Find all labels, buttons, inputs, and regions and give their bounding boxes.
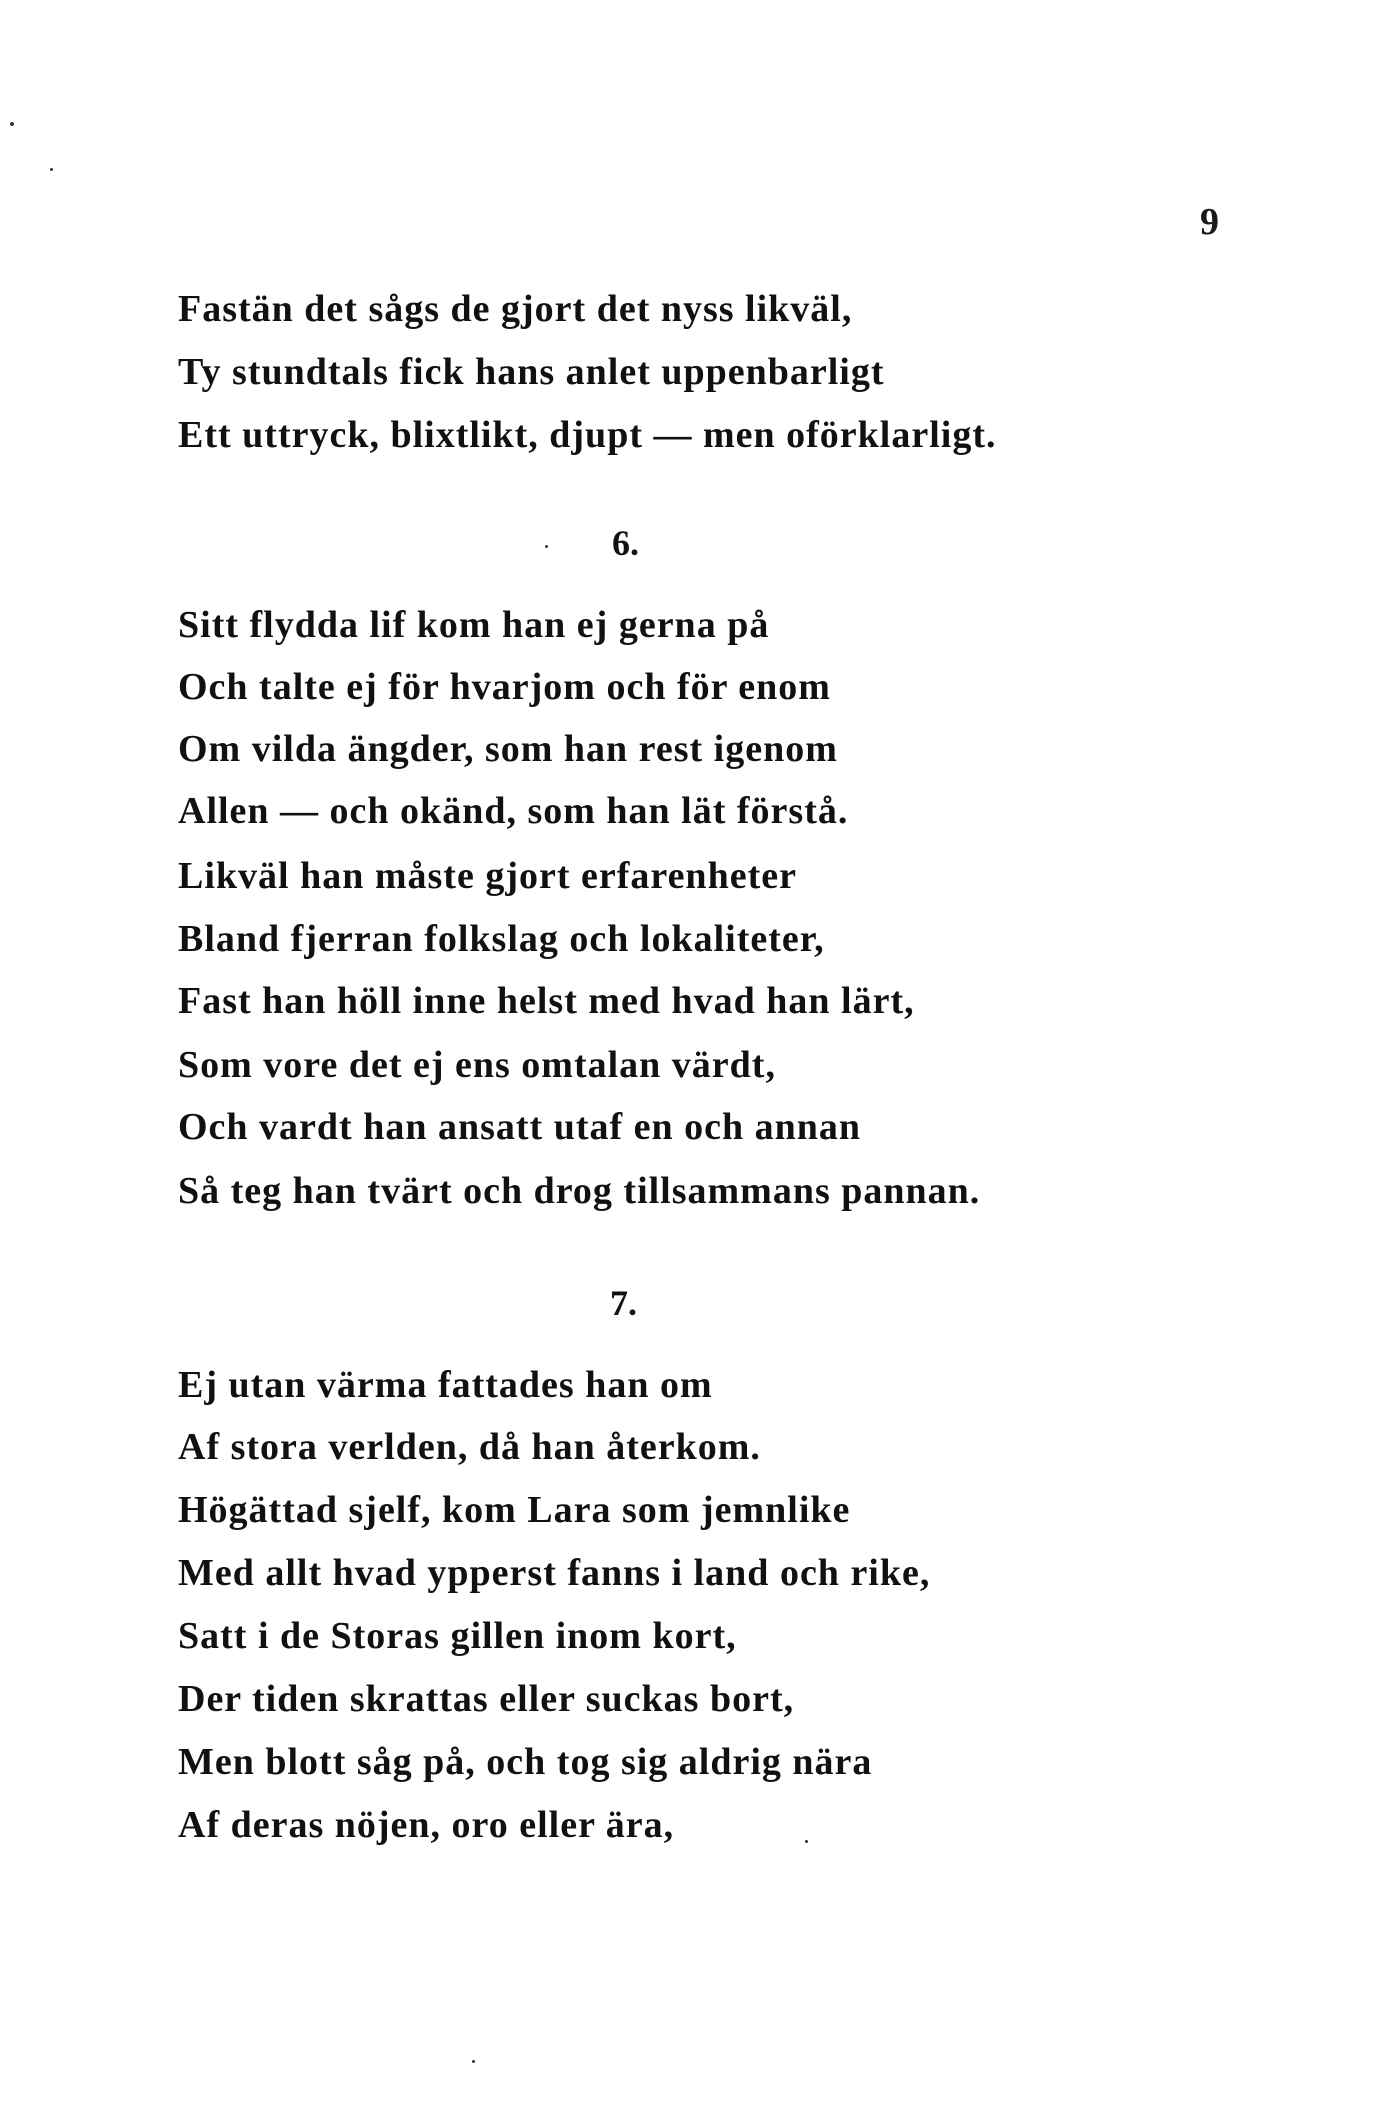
verse-line: Med allt hvad ypperst fanns i land och rike, xyxy=(178,1552,931,1594)
verse-line: Om vilda ängder, som han rest igenom xyxy=(178,728,838,770)
print-speck xyxy=(805,1840,808,1843)
print-speck xyxy=(50,168,53,171)
verse-line: Så teg han tvärt och drog tillsammans pannan. xyxy=(178,1170,981,1212)
verse-line: Likväl han måste gjort erfarenheter xyxy=(178,855,797,897)
verse-line: Men blott såg på, och tog sig aldrig nära xyxy=(178,1741,873,1783)
verse-line: Fast han höll inne helst med hvad han lärt, xyxy=(178,980,915,1022)
print-speck xyxy=(10,122,14,126)
section-number: 6. xyxy=(612,523,639,563)
verse-line: Satt i de Storas gillen inom kort, xyxy=(178,1615,737,1657)
verse-line: Af deras nöjen, oro eller ära, xyxy=(178,1804,675,1846)
verse-line: Ty stundtals fick hans anlet uppenbarligt xyxy=(178,351,885,393)
section-number: 7. xyxy=(610,1283,637,1323)
verse-line: Som vore det ej ens omtalan värdt, xyxy=(178,1044,776,1086)
verse-line: Högättad sjelf, kom Lara som jemnlike xyxy=(178,1489,851,1531)
verse-line: Bland fjerran folkslag och lokaliteter, xyxy=(178,918,825,960)
verse-line: Af stora verlden, då han återkom. xyxy=(178,1426,761,1468)
verse-line: Ett uttryck, blixtlikt, djupt — men oförklarligt. xyxy=(178,414,997,456)
print-speck xyxy=(545,545,548,548)
verse-line: Allen — och okänd, som han lät förstå. xyxy=(178,790,849,832)
print-speck xyxy=(472,2060,475,2063)
page-number: 9 xyxy=(1200,201,1219,243)
verse-line: Och talte ej för hvarjom och för enom xyxy=(178,666,831,708)
verse-line: Der tiden skrattas eller suckas bort, xyxy=(178,1678,795,1720)
verse-line: Ej utan värma fattades han om xyxy=(178,1364,713,1406)
verse-line: Sitt flydda lif kom han ej gerna på xyxy=(178,604,770,646)
verse-line: Och vardt han ansatt utaf en och annan xyxy=(178,1106,862,1148)
verse-line: Fastän det sågs de gjort det nyss likväl, xyxy=(178,288,853,330)
